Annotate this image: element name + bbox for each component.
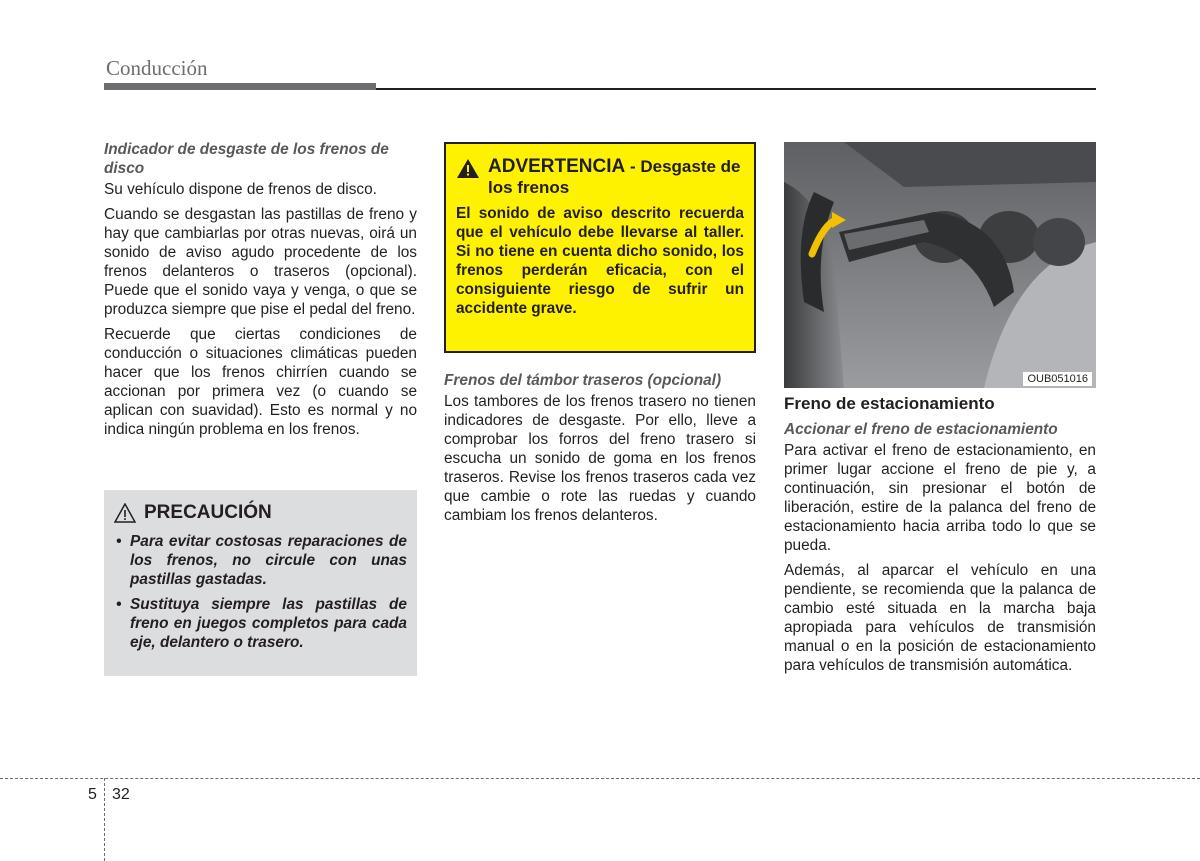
caution-triangle-icon bbox=[114, 503, 136, 523]
paragraph: Los tambores de los frenos trasero no tienen indicadores de desgaste. Por ello, lleve a comprobar los forros del freno trasero si escucha un sonido de goma en los frenos traseros. Revise los frenos traseros cada vez que cambie o rote las ruedas y cuando cambiam los frenos delanteros. bbox=[444, 393, 756, 524]
footer-rule bbox=[0, 778, 1200, 779]
bullet: • bbox=[116, 596, 122, 613]
header-rule-thick bbox=[104, 83, 376, 90]
warning-label: ADVERTENCIA bbox=[488, 156, 626, 177]
caution-title-text: PRECAUCIÓN bbox=[144, 502, 272, 523]
footer-vertical-rule bbox=[104, 778, 105, 861]
warning-subtitle: - Desgaste de los frenos bbox=[488, 157, 741, 197]
parking-brake-photo bbox=[784, 142, 1096, 388]
warning-body: El sonido de aviso descrito recuerda que el vehículo debe llevarse al taller. Si no tiene en cuenta dicho sonido, los frenos perderán eficacia, con el consiguiente riesgo de sufrir un accidente grave. bbox=[456, 205, 744, 317]
paragraph: Cuando se desgastan las pastillas de freno y hay que cambiarlas por otras nuevas, oirá un sonido de aviso agudo procedente de los frenos delanteros o traseros (opcional). Puede que el sonido vaya y venga, o que se produzca siempre que pise el pedal del freno. bbox=[104, 206, 417, 318]
list-item bbox=[114, 595, 407, 652]
section-number: 5 bbox=[88, 786, 97, 803]
page-number: 32 bbox=[112, 786, 130, 803]
photo-code-label: OUB051016 bbox=[1023, 372, 1092, 386]
caution-title bbox=[114, 500, 407, 526]
parking-brake-heading: Freno de estacionamiento bbox=[784, 394, 995, 413]
disc-brake-wear-subheading: Indicador de desgaste de los frenos de disco bbox=[104, 141, 389, 177]
parking-brake-illustration bbox=[784, 142, 1096, 388]
column-middle-lower bbox=[444, 371, 756, 525]
warning-title bbox=[456, 156, 744, 198]
column-right-text bbox=[784, 393, 1096, 681]
paragraph: Para activar el freno de estacionamiento, en primer lugar accione el freno de pie y, a continuación, sin presionar el botón de liberación, estire de la palanca del freno de estacionamiento hacia arriba todo lo que se pueda. bbox=[784, 442, 1096, 554]
warning-title-text bbox=[488, 156, 744, 198]
bullet: • bbox=[116, 533, 122, 550]
column-left bbox=[104, 140, 417, 445]
header-rule-thin bbox=[376, 88, 1096, 90]
caution-box bbox=[104, 490, 417, 676]
caution-list bbox=[114, 532, 407, 652]
parking-brake-subheading: Accionar el freno de estacionamiento bbox=[784, 421, 1058, 438]
warning-triangle-icon bbox=[456, 158, 480, 179]
caution-item-text: Sustituya siempre las pastillas de freno en juegos completos para cada eje, delantero o trasero. bbox=[130, 596, 407, 651]
paragraph: Recuerde que ciertas condiciones de conducción o situaciones climáticas pueden hacer que los frenos chirríen cuando se accionan por primera vez (o cuando se aplican con suavidad). Esto es normal y no indica ningún problema en los frenos. bbox=[104, 326, 417, 438]
list-item bbox=[114, 532, 407, 589]
drum-brake-subheading: Frenos del támbor traseros (opcional) bbox=[444, 372, 722, 389]
page-header-title: Conducción bbox=[106, 56, 208, 80]
caution-item-text: Para evitar costosas reparaciones de los frenos, no circule con unas pastillas gastadas. bbox=[130, 533, 407, 588]
warning-box bbox=[444, 142, 756, 353]
paragraph: Su vehículo dispone de frenos de disco. bbox=[104, 181, 377, 198]
paragraph: Además, al aparcar el vehículo en una pendiente, se recomienda que la palanca de cambio esté situada en la marcha baja apropiada para vehículos de transmisión manual o en la posición de estacionamiento para vehículos de transmisión automática. bbox=[784, 562, 1096, 674]
